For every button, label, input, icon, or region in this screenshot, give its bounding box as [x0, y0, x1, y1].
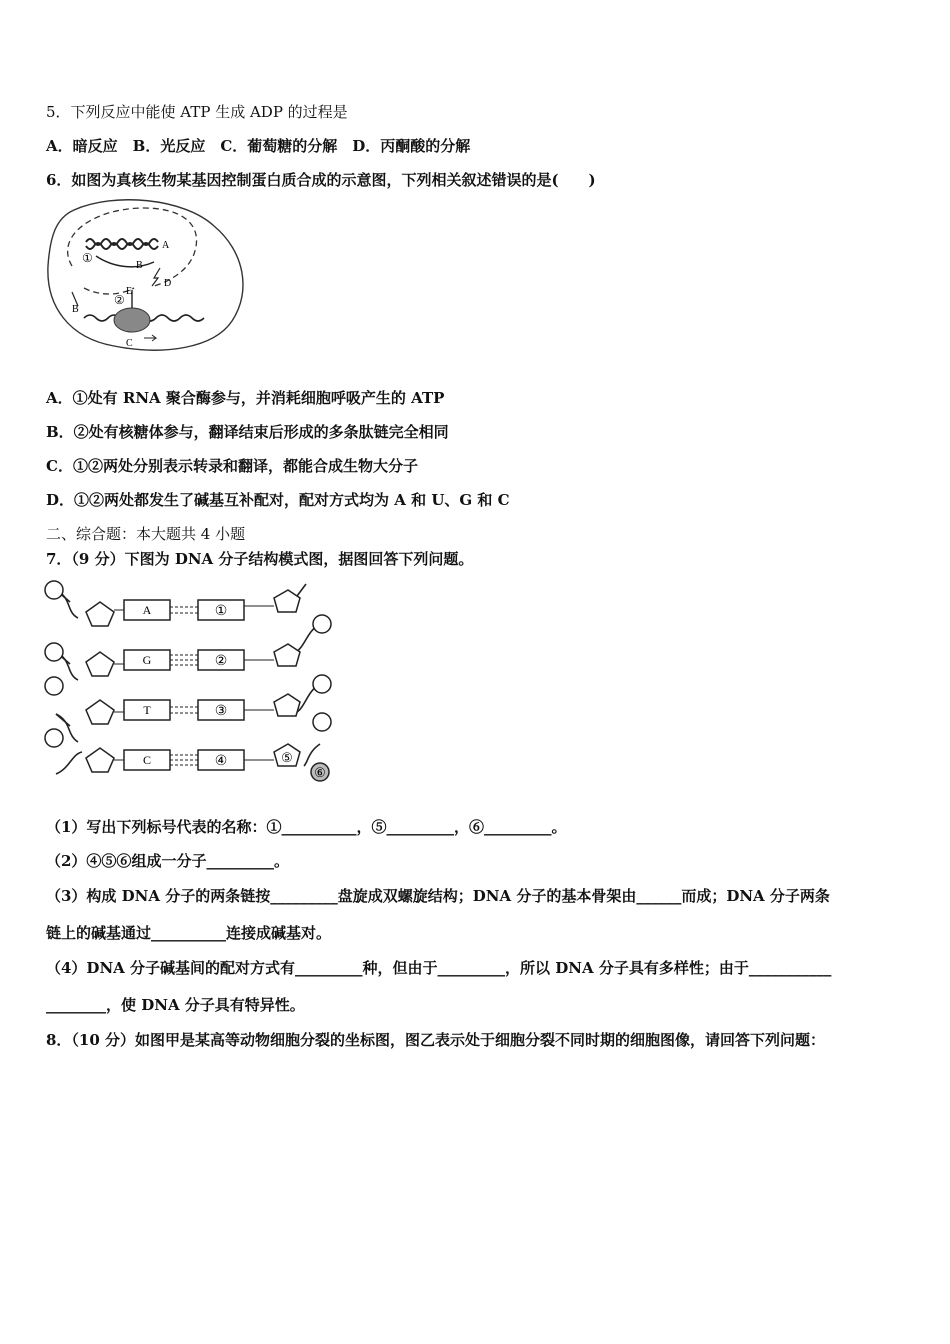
sugar-right-3	[274, 694, 300, 716]
phosphate-left-3	[45, 677, 63, 695]
phosphate-right-3	[313, 713, 331, 731]
label-circle-5: ⑤	[281, 750, 293, 765]
hbond-1	[170, 607, 198, 613]
base-label-a: A	[142, 603, 152, 617]
base-sugar-links	[114, 606, 274, 760]
hbond-4	[170, 755, 198, 765]
label-circle-3: ③	[214, 704, 228, 719]
hbond-2	[170, 655, 198, 665]
sugar-left-1	[86, 602, 114, 626]
dna-helix-bottom	[86, 243, 158, 249]
q7-sub2: （2）④⑤⑥组成一分子_________。	[46, 852, 289, 870]
q7-stem: 7．（9 分）下图为 DNA 分子结构模式图，据图回答下列问题。	[46, 550, 474, 568]
q6-option-c: C．①②两处分别表示转录和翻译，都能合成生物大分子	[46, 457, 418, 475]
mrna-strand	[96, 256, 154, 267]
sugar-left-4	[86, 748, 114, 772]
trna-symbol	[152, 268, 160, 286]
section2-title: 二、综合题：本大题共 4 小题	[46, 525, 246, 543]
q6-option-b: B．②处有核糖体参与，翻译结束后形成的多条肽链完全相同	[46, 423, 449, 441]
base-label-t: T	[143, 703, 151, 717]
phosphate-right-1	[313, 615, 331, 633]
dna-structure-figure	[42, 576, 337, 786]
label-2: ②	[114, 293, 125, 307]
label-circle-1: ①	[214, 604, 228, 619]
q6-option-d: D．①②两处都发生了碱基互补配对，配对方式均为 A 和 U、G 和 C	[46, 491, 510, 509]
q8-stem: 8．（10 分）如图甲是某高等动物细胞分裂的坐标图，图乙表示处于细胞分裂不同时期的细胞图像，请回答下列问题：	[46, 1031, 826, 1049]
base-label-c: C	[142, 753, 152, 767]
sugar-left-3	[86, 700, 114, 724]
q7-sub3a: （3）构成 DNA 分子的两条链按_________盘旋成双螺旋结构；DNA 分子的基本骨架由______而成；DNA 分子两条	[46, 887, 830, 905]
q7-sub1: （1）写出下列标号代表的名称：①__________，⑤_________，⑥_________。	[46, 818, 567, 836]
gene-expression-figure	[44, 196, 249, 356]
phosphate-left-1	[45, 581, 63, 599]
q7-sub4b: ________，使 DNA 分子具有特异性。	[46, 996, 305, 1014]
label-a: A	[162, 240, 170, 251]
label-d: D	[164, 278, 172, 289]
q7-sub3b: 链上的碱基通过__________连接成碱基对。	[46, 924, 332, 942]
label-1: ①	[82, 251, 93, 265]
direction-arrow	[144, 335, 156, 341]
label-circle-2: ②	[214, 654, 228, 669]
q6-option-a: A．①处有 RNA 聚合酶参与，并消耗细胞呼吸产生的 ATP	[46, 389, 445, 407]
label-circle-6: ⑥	[314, 765, 326, 780]
label-e: E	[126, 286, 133, 297]
ribosome	[114, 308, 150, 332]
q5-stem: 5．下列反应中能使 ATP 生成 ADP 的过程是	[46, 103, 348, 121]
sugar-left-2	[86, 652, 114, 676]
q7-sub4a: （4）DNA 分子碱基间的配对方式有_________种，但由于_________，所以 DNA 分子具有多样性；由于___________	[46, 959, 832, 977]
label-b2: B	[72, 304, 79, 315]
label-b1: B	[136, 260, 143, 271]
label-c: C	[126, 338, 133, 349]
sugar-right-1	[274, 590, 300, 612]
sugar-right-2	[274, 644, 300, 666]
label-circle-4: ④	[214, 754, 228, 769]
phosphate-right-2	[313, 675, 331, 693]
right-backbone	[294, 584, 320, 766]
base-label-g: G	[142, 653, 152, 667]
phosphate-left-4	[45, 729, 63, 747]
phosphate-left-2	[45, 643, 63, 661]
q5-options: A．暗反应 B．光反应 C．葡萄糖的分解 D．丙酮酸的分解	[46, 137, 471, 155]
hbond-3	[170, 707, 198, 713]
q6-stem: 6．如图为真核生物某基因控制蛋白质合成的示意图，下列相关叙述错误的是( )	[46, 171, 596, 189]
